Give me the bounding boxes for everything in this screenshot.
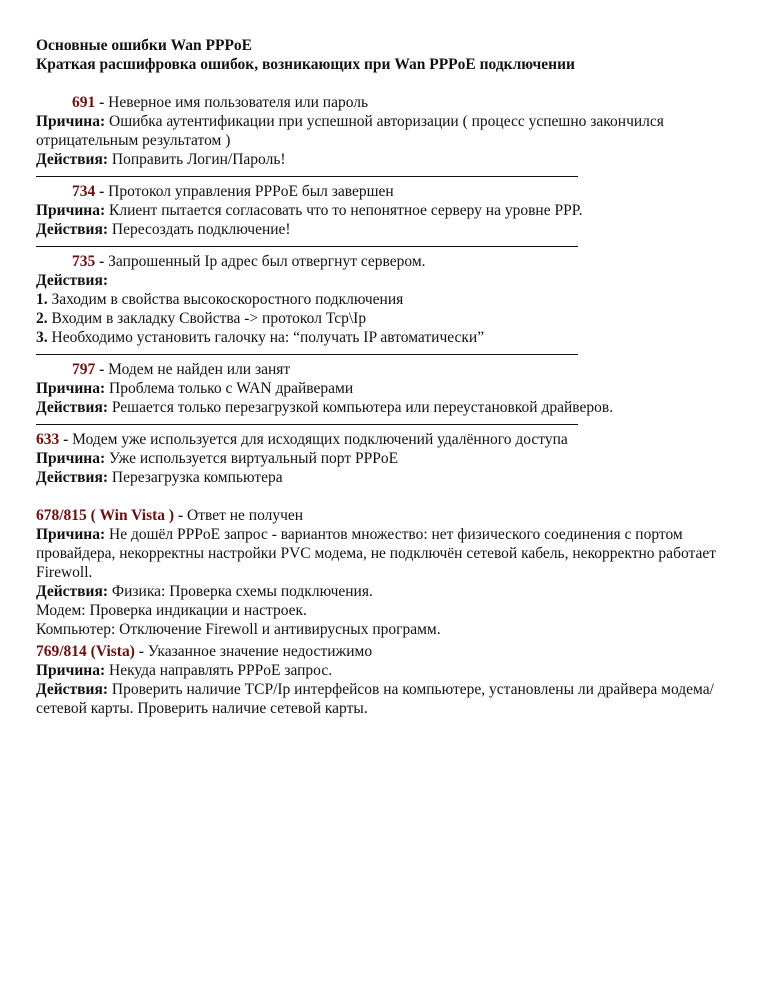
reason-label: Причина: — [36, 113, 106, 130]
error-description: Указанное значение недостижимо — [147, 643, 373, 660]
document-title: Основные ошибки Wan PPPoE — [36, 37, 253, 54]
spacer — [36, 487, 736, 506]
actions-label: Действия: — [36, 221, 109, 238]
actions-label: Действия: — [36, 399, 109, 416]
step-text: Входим в закладку Свойства -> протокол Tcp\Ip — [47, 310, 367, 327]
error-code: 678/815 ( Win Vista ) — [36, 507, 175, 524]
reason-label: Причина: — [36, 450, 106, 467]
divider — [36, 246, 578, 247]
error-heading — [36, 642, 736, 661]
error-description: Запрошенный Ip адрес был отвергнут сервером. — [108, 253, 426, 270]
error-code: 797 — [72, 361, 96, 378]
error-735 — [36, 252, 736, 347]
reason-label: Причина: — [36, 380, 106, 397]
step-number: 3. — [36, 329, 48, 346]
error-769-814 — [36, 642, 736, 718]
actions-text: Проверить наличие TCP/Ip интерфейсов на компьютере, установлены ли драйвера модема/сетевой карты. Проверить наличие сетевой карты. — [36, 681, 714, 717]
error-actions — [36, 398, 736, 417]
error-691 — [36, 93, 736, 169]
error-heading — [36, 93, 736, 112]
actions-label: Действия: — [36, 272, 109, 289]
document-subtitle: Краткая расшифровка ошибок, возникающих при Wan PPPoE подключении — [36, 56, 575, 73]
error-description: Неверное имя пользователя или пароль — [108, 94, 369, 111]
dash: - — [95, 361, 109, 378]
actions-label: Действия: — [36, 469, 109, 486]
reason-text: Уже используется виртуальный порт PPPoE — [105, 450, 399, 467]
step-number: 2. — [36, 310, 48, 327]
reason-text: Ошибка аутентификации при успешной авторизации ( процесс успешно закончился отрицательным результатом ) — [36, 113, 664, 149]
error-code: 769/814 (Vista) — [36, 643, 135, 660]
error-actions — [36, 220, 736, 239]
actions-text: Пересоздать подключение! — [108, 221, 291, 238]
error-code: 691 — [72, 94, 96, 111]
error-actions — [36, 271, 736, 290]
actions-text: Поправить Логин/Пароль! — [108, 151, 286, 168]
document-page — [36, 36, 736, 718]
reason-text: Проблема только с WAN драйверами — [105, 380, 354, 397]
error-797 — [36, 360, 736, 417]
error-description: Протокол управления PPPoE был завершен — [108, 183, 394, 200]
reason-text: Некуда направлять PPPoE запрос. — [105, 662, 333, 679]
actions-text: Физика: Проверка схемы подключения. — [108, 583, 373, 600]
error-heading — [36, 360, 736, 379]
actions-extra: Модем: Проверка индикации и настроек. — [36, 602, 307, 619]
error-heading — [36, 430, 736, 449]
error-code: 734 — [72, 183, 96, 200]
divider — [36, 176, 578, 177]
reason-label: Причина: — [36, 526, 106, 543]
spacer — [36, 74, 736, 93]
error-actions — [36, 582, 736, 601]
step-number: 1. — [36, 291, 48, 308]
error-code: 633 — [36, 431, 60, 448]
error-code: 735 — [72, 253, 96, 270]
actions-label: Действия: — [36, 681, 109, 698]
reason-text: Не дошёл PPPoE запрос - вариантов множество: нет физического соединения с портом провайдера, некорректны настройки PVC модема, не подключён сетевой кабель, некорректно работает Firewoll. — [36, 526, 716, 581]
error-reason — [36, 525, 736, 582]
error-678-815 — [36, 506, 736, 639]
reason-label: Причина: — [36, 202, 106, 219]
error-reason — [36, 661, 736, 680]
dash: - — [95, 253, 109, 270]
step-text: Необходимо установить галочку на: “получать IP автоматически” — [47, 329, 485, 346]
reason-label: Причина: — [36, 662, 106, 679]
reason-text: Клиент пытается согласовать что то непонятное серверу на уровне PPP. — [105, 202, 583, 219]
error-633 — [36, 430, 736, 487]
error-actions — [36, 150, 736, 169]
step-item — [36, 309, 736, 328]
error-description: Модем уже используется для исходящих подключений удалённого доступа — [72, 431, 568, 448]
error-reason — [36, 379, 736, 398]
step-item — [36, 328, 736, 347]
error-heading — [36, 506, 736, 525]
error-actions — [36, 468, 736, 487]
divider — [36, 354, 578, 355]
actions-text: Перезагрузка компьютера — [108, 469, 283, 486]
divider — [36, 424, 578, 425]
actions-text: Решается только перезагрузкой компьютера или переустановкой драйверов. — [108, 399, 614, 416]
error-reason — [36, 112, 736, 150]
dash: - — [95, 94, 109, 111]
error-reason — [36, 201, 736, 220]
dash: - — [174, 507, 188, 524]
error-heading — [36, 182, 736, 201]
error-description: Модем не найден или занят — [108, 361, 291, 378]
actions-label: Действия: — [36, 583, 109, 600]
error-heading — [36, 252, 736, 271]
error-734 — [36, 182, 736, 239]
error-reason — [36, 449, 736, 468]
actions-label: Действия: — [36, 151, 109, 168]
error-actions — [36, 680, 736, 718]
error-description: Ответ не получен — [187, 507, 304, 524]
dash: - — [95, 183, 109, 200]
step-text: Заходим в свойства высокоскоростного подключения — [47, 291, 404, 308]
dash: - — [134, 643, 148, 660]
dash: - — [59, 431, 73, 448]
step-item — [36, 290, 736, 309]
actions-extra: Компьютер: Отключение Firewoll и антивирусных программ. — [36, 621, 441, 638]
